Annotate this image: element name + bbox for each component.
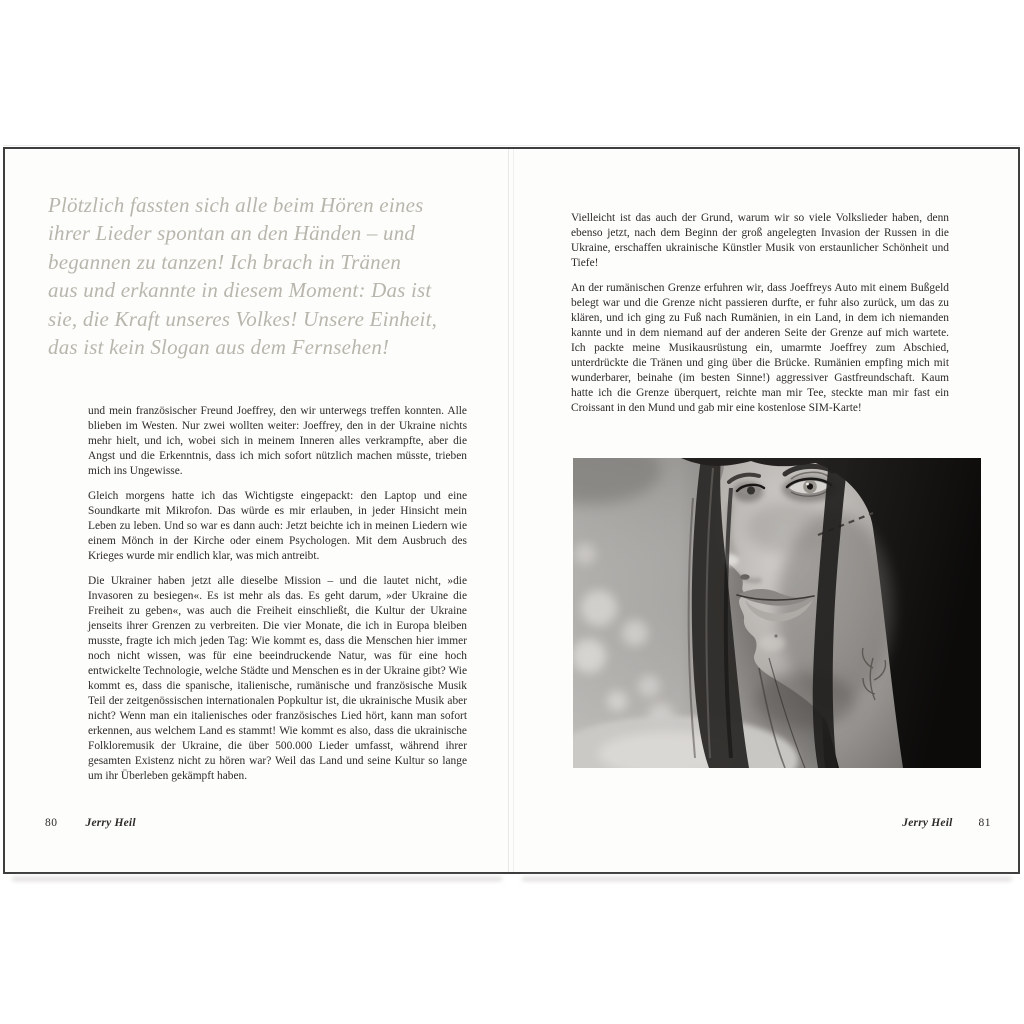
footer-left — [45, 817, 136, 829]
body-paragraph: Gleich morgens hatte ich das Wichtigste eingepackt: den Laptop und eine Soundkarte mit Mikrofon. Das würde es mir erlauben, in jeder Hinsicht mein Leben zu leben. Und so war es dann auch: Jetzt beichte ich in meinen Liedern wie einem Mönch in der Kirche oder einem Psychologen. Mit dem Ausbruch des Krieges wurde mir endlich klar, was mich antreibt. — [88, 490, 467, 562]
body-text-right — [571, 211, 949, 426]
pull-quote-line: begannen zu tanzen! Ich brach in Tränen — [48, 249, 402, 274]
pull-quote-line: Plötzlich fassten sich alle beim Hören eines — [48, 193, 424, 217]
pull-quote-line: das ist kein Slogan aus dem Fernsehen! — [48, 335, 390, 360]
page-number-right: 81 — [978, 817, 991, 829]
body-text-left — [88, 404, 467, 794]
pull-quote — [48, 191, 488, 361]
open-book-spread — [3, 147, 1020, 874]
chin-highlight — [759, 635, 785, 651]
spread-shadow-right — [522, 877, 1012, 881]
page-gutter-line — [508, 149, 509, 872]
portrait-photo-illustration — [573, 458, 981, 768]
body-paragraph: Die Ukrainer haben jetzt alle dieselbe Mission – und die lautet nicht, »die Invasoren zu besiegen«. Es ist mehr als das. Es geht darum, »der Ukraine die Freiheit zu geben«, was auch die Freiheit einschließt, die Kultur der Ukraine jenseits ihrer Grenzen zu verbreiten. Die vier Monate, die ich in Europa bleiben musste, fragte ich mich jeden Tag: Wie kommt es, dass die Menschen hier immer noch nicht wissen, was für eine beeindruckende Natur, was für eine hoch entwickelte Technologie, welche Städte und Menschen es in der Ukraine gibt? Wie kommt es, dass die spanische, italienische, rumänische und französische Musik Teil der zeitgenössischen internationalen Popkultur ist, die ukrainische Musik aber nicht? Wenn man ein italienisches oder französisches Lied hört, kann man sofort erkennen, aus welchem Land es stammt! Wie kommt es also, dass die ukrainische Folkloremusik der Ukraine, die über 500.000 Lieder umfasst, während ihrer gesamten Existenz nicht zu hören war? Weil das Land und seine Kultur so lange um ihr Überleben gekämpft haben. — [88, 575, 467, 782]
page-right — [514, 149, 1018, 872]
body-paragraph: Vielleicht ist das auch der Grund, warum wir so viele Volkslieder haben, denn ebenso jetzt, nach dem Beginn der groß angelegten Invasion der Russen in die Ukraine, erschaffen ukrainische Künstler Musik von erstaunlicher Schönheit und Tiefe! — [571, 212, 949, 269]
body-paragraph: und mein französischer Freund Joeffrey, den wir unterwegs treffen konnten. Alle blieben im Westen. Nur zwei wollten weiter: Joeffrey, den in der Ukraine nichts mehr hielt, und ich, wobei sich in meinem Inneren alles verkrampfte, aber die Angst und die Erkenntnis, dass ich mich sofort nützlich machen müsste, trieben mich ins Ungewisse. — [88, 405, 467, 477]
spread-shadow-left — [12, 877, 502, 881]
body-paragraph: An der rumänischen Grenze erfuhren wir, dass Joeffreys Auto mit einem Bußgeld belegt war und die Grenze nicht passieren durfte, er fuhr also zurück, um das zu klären, und ich ging zu Fuß nach Rumänien, in ein Land, in dem ich niemanden kannte und in dem niemand auf der anderen Seite der Grenze auf mich wartete. Ich packte meine Musikausrüstung ein, umarmte Joeffrey zum Abschied, unterdrückte die Tränen und ging über die Brücke. Rumänien empfing mich mit wunderbarer, beinahe (im besten Sinne!) aggressiver Gastfreundschaft. Kaum hatte ich die Grenze überquert, reichte man mir Tee, steckte man mir fast ein Croissant in den Mund und gab mir eine kostenlose SIM-Karte! — [571, 282, 949, 414]
running-title-right: Jerry Heil — [902, 817, 953, 829]
page-number-left: 80 — [45, 817, 58, 829]
running-title-left: Jerry Heil — [85, 817, 136, 829]
footer-right — [571, 817, 991, 829]
portrait-photo — [573, 458, 981, 768]
page-left — [5, 149, 507, 872]
pull-quote-line: ihrer Lieder spontan an den Händen – und — [48, 221, 416, 246]
pull-quote-line: sie, die Kraft unseres Volkes! Unsere Einheit, — [48, 306, 438, 331]
pull-quote-line: aus und erkannte in diesem Moment: Das ist — [48, 278, 432, 303]
cover-edge-hairline — [3, 145, 1020, 146]
